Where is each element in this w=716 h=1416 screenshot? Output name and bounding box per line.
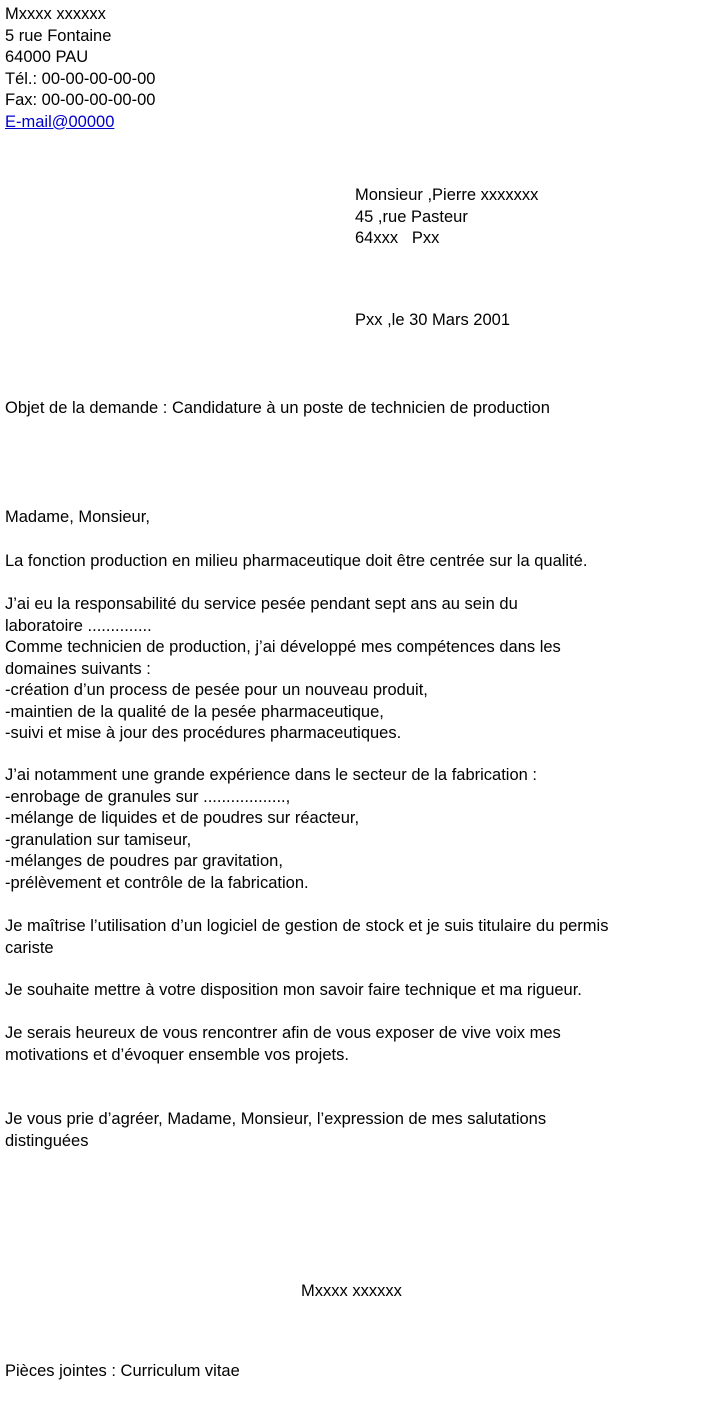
paragraph-line: domaines suivants :	[5, 659, 151, 678]
list-item: -mélange de liquides et de poudres sur réacteur,	[5, 809, 360, 827]
sender-email-link[interactable]: E-mail@00000	[5, 112, 115, 131]
sender-city: 64000 PAU	[5, 48, 89, 66]
paragraph-line: Comme technicien de production, j’ai développé mes compétences dans les	[5, 638, 561, 656]
paragraph-line: J’ai eu la responsabilité du service pesée pendant sept ans au sein du	[5, 595, 518, 613]
paragraph-line: distinguées	[5, 1131, 89, 1150]
recipient-name: Monsieur ,Pierre xxxxxxx	[355, 186, 539, 204]
list-item: -suivi et mise à jour des procédures pharmaceutiques.	[5, 724, 402, 742]
list-item: -mélanges de poudres par gravitation,	[5, 852, 283, 870]
paragraph-line: Je vous prie d’agréer, Madame, Monsieur, l’expression de mes salutations	[5, 1110, 547, 1128]
recipient-city: 64xxx Pxx	[355, 229, 440, 247]
sender-address	[5, 4, 155, 133]
paragraph-line: Je maîtrise l’utilisation d’un logiciel de gestion de stock et je suis titulaire du permis	[5, 917, 609, 935]
sender-phone: Tél.: 00-00-00-00-00	[5, 69, 156, 88]
closing-formula	[5, 1109, 546, 1152]
paragraph-intro: La fonction production en milieu pharmaceutique doit être centrée sur la qualité.	[5, 552, 588, 570]
list-item: -enrobage de granules sur ..................,	[5, 787, 291, 806]
subject-line: Objet de la demande : Candidature à un poste de technicien de production	[5, 399, 550, 417]
sender-fax: Fax: 00-00-00-00-00	[5, 91, 156, 109]
recipient-address	[355, 185, 538, 250]
salutation: Madame, Monsieur,	[5, 508, 150, 526]
paragraph-line: cariste	[5, 938, 54, 957]
recipient-street: 45 ,rue Pasteur	[355, 207, 468, 226]
paragraph-line: J’ai notamment une grande expérience dans le secteur de la fabrication :	[5, 766, 537, 784]
paragraph-meeting	[5, 1023, 561, 1066]
list-item: -maintien de la qualité de la pesée pharmaceutique,	[5, 702, 384, 721]
sender-street: 5 rue Fontaine	[5, 26, 112, 45]
paragraph-experience	[5, 594, 561, 745]
date-line: Pxx ,le 30 Mars 2001	[355, 311, 510, 329]
list-item: -prélèvement et contrôle de la fabrication.	[5, 873, 309, 892]
paragraph-fabrication	[5, 765, 537, 894]
list-item: -granulation sur tamiseur,	[5, 830, 192, 849]
list-item: -création d’un process de pesée pour un nouveau produit,	[5, 681, 428, 699]
signature: Mxxxx xxxxxx	[301, 1282, 402, 1300]
attachments-line: Pièces jointes : Curriculum vitae	[5, 1362, 240, 1380]
sender-name: Mxxxx xxxxxx	[5, 5, 106, 23]
paragraph-offer: Je souhaite mettre à votre disposition mon savoir faire technique et ma rigueur.	[5, 981, 582, 999]
paragraph-skills	[5, 916, 608, 959]
paragraph-line: motivations et d’évoquer ensemble vos projets.	[5, 1045, 349, 1064]
paragraph-line: Je serais heureux de vous rencontrer afin de vous exposer de vive voix mes	[5, 1024, 561, 1042]
paragraph-line: laboratoire ..............	[5, 616, 152, 635]
